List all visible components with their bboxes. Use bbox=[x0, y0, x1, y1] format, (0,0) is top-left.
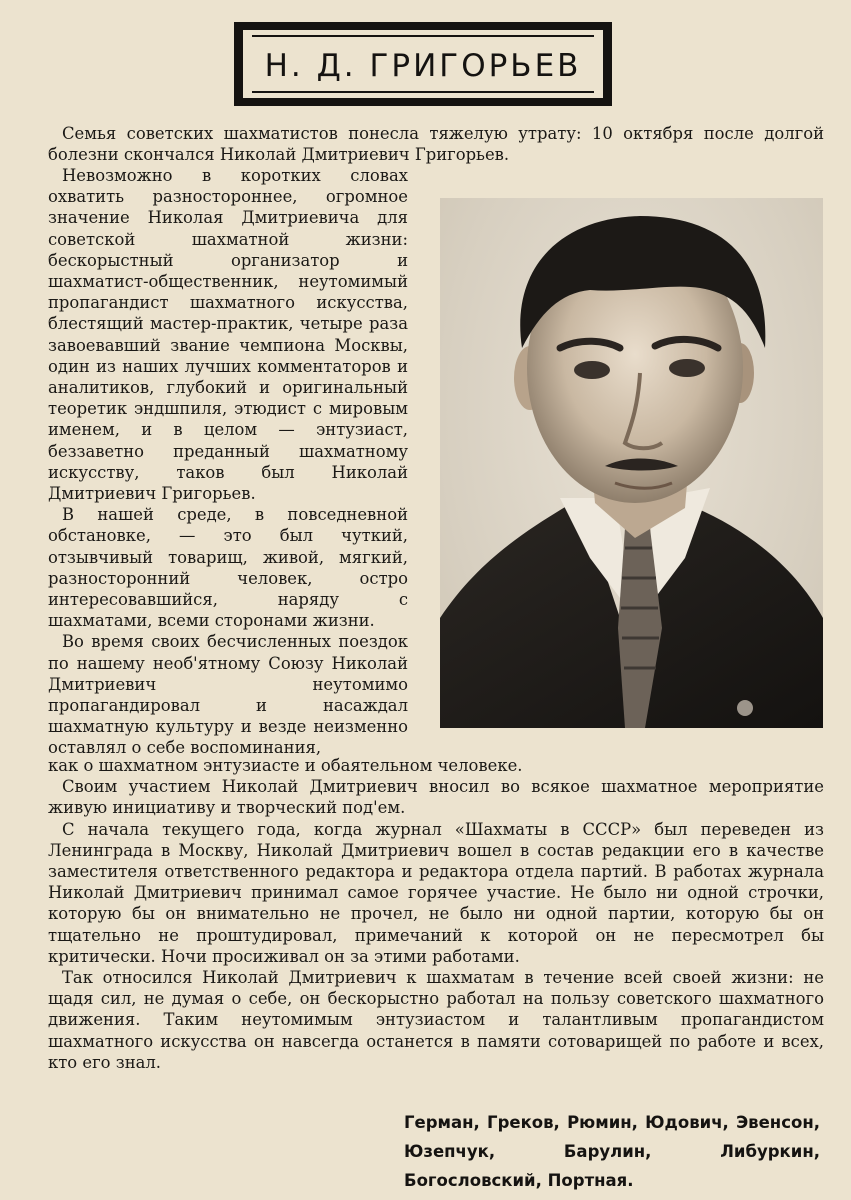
column-paragraph: Невозможно в коротких словах охватить разностороннее, огромное значение Николая Дмитриевича для советской шахматной жизни: бескорыстный организатор и шахматист-общественник, неутомимый пропагандист шахматного искусства, блестящий мастер-практик, четыре раза завоевавший звание чемпиона Москвы, один из наших лучших комментаторов и аналитиков, глубокий и оригинальный теоретик эндшпиля, этюдист с мировым именем, и в целом — энтузиаст, беззаветно преданный шахматному искусству, таков был Николай Дмитриевич Григорьев. bbox=[48, 166, 408, 504]
intro-paragraph bbox=[48, 123, 824, 165]
portrait-photo bbox=[440, 198, 823, 728]
page-title: Н. Д. ГРИГОРЬЕВ bbox=[264, 48, 582, 84]
full-width-text bbox=[48, 755, 824, 1073]
signatures: Герман, Греков, Рюмин, Юдович, Эвенсон, Юзепчук, Барулин, Либуркин, Богословский, Портная. bbox=[404, 1113, 820, 1190]
body-paragraph: Так относился Николай Дмитриевич к шахматам в течение всей своей жизни: не щадя сил, не думая о себе, он бескорыстно работал на пользу советского шахматного движения. Таким неутомимым энтузиастом и талантливым пропагандистом шахматного искусства он навсегда останется в памяти сотоварищей по работе и всех, кто его знал. bbox=[48, 968, 824, 1072]
title-frame-inner-bottom-rule bbox=[252, 91, 594, 93]
left-column bbox=[48, 165, 408, 759]
title-frame-inner-top-rule bbox=[252, 35, 594, 37]
body-paragraph: Своим участием Николай Дмитриевич вносил во всякое шахматное мероприятие живую инициативу и творческий под'ем. bbox=[48, 777, 824, 818]
continued-paragraph: как о шахматном энтузиасте и обаятельном человеке. bbox=[48, 756, 523, 775]
body-paragraph: С начала текущего года, когда журнал «Шахматы в СССР» был переведен из Ленинграда в Москву, Николай Дмитриевич вошел в состав редакции его в качестве заместителя ответственного редактора и редактора отдела партий. В работах журнала Николай Дмитриевич принимал самое горячее участие. Не было ни одной строчки, которую бы он внимательно не прочел, не было ни одной партии, которую бы он тщательно не проштудировал, примечаний к которой он не пересмотрел бы критически. Ночи просиживал он за этими работами. bbox=[48, 819, 824, 966]
title-frame-top-rule bbox=[243, 22, 603, 30]
intro-text: Семья советских шахматистов понесла тяжелую утрату: 10 октября после долгой болезни скончался Николай Дмитриевич Григорьев. bbox=[48, 124, 824, 165]
title-frame bbox=[234, 22, 612, 106]
column-paragraph: В нашей среде, в повседневной обстановке, — это был чуткий, отзывчивый товарищ, живой, мягкий, разносторонний человек, остро интересовавшийся, наряду с шахматами, всеми сторонами жизни. bbox=[48, 505, 408, 631]
title-frame-bottom-rule bbox=[243, 98, 603, 106]
column-paragraph: Во время своих бесчисленных поездок по нашему необ'ятному Союзу Николай Дмитриевич неутомимо пропагандировал и насаждал шахматную культуру и везде неизменно оставлял о себе воспоминания, bbox=[48, 632, 408, 758]
portrait-illustration bbox=[440, 198, 823, 728]
